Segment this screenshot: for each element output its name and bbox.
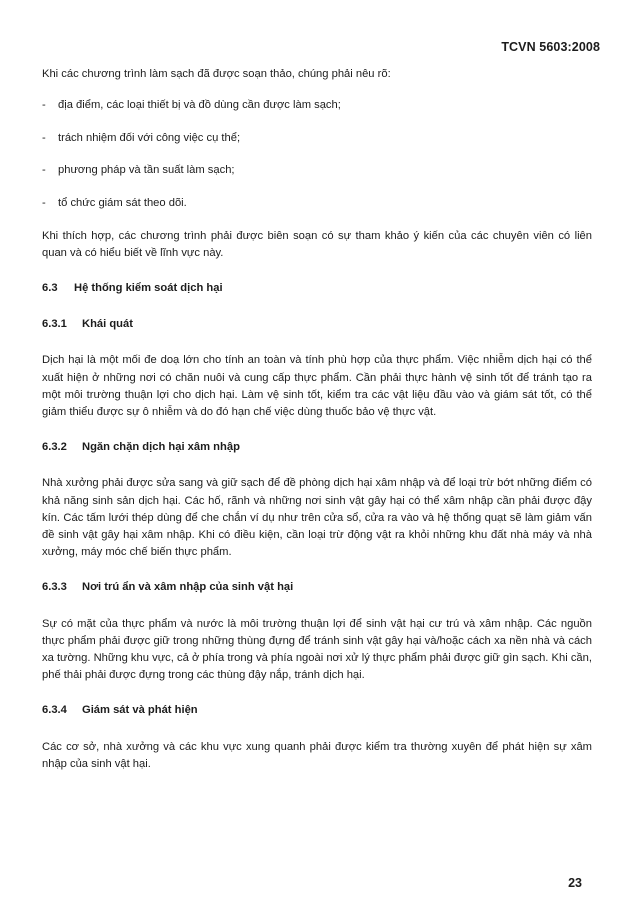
subsection-heading xyxy=(42,439,592,456)
subsection-body: Các cơ sở, nhà xưởng và các khu vực xung quanh phải được kiểm tra thường xuyên để phát hiện sự xâm nhập của sinh vật hại. xyxy=(42,740,592,770)
consultation-paragraph: Khi thích hợp, các chương trình phải được biên soạn có sự tham khảo ý kiến của các chuyên viên có liên quan và có hiểu biết về lĩnh vực này. xyxy=(42,229,592,259)
list-dash: - xyxy=(42,196,46,209)
list-item xyxy=(42,195,592,212)
subsection-title: Giám sát và phát hiện xyxy=(82,704,198,717)
list-item xyxy=(42,130,592,147)
subsection-heading xyxy=(42,316,592,333)
list-dash: - xyxy=(42,164,46,177)
subsection-number: 6.3.2 xyxy=(42,441,67,454)
list-item-text: trách nhiệm đối với công việc cụ thể; xyxy=(58,131,241,144)
document-standard-code: TCVN 5603:2008 xyxy=(501,40,600,54)
subsection-title: Nơi trú ẩn và xâm nhập của sinh vật hại xyxy=(82,581,294,594)
subsection-title: Ngăn chặn dịch hại xâm nhập xyxy=(82,441,240,454)
list-item xyxy=(42,97,592,114)
list-item xyxy=(42,162,592,179)
list-dash: - xyxy=(42,99,46,112)
page-number: 23 xyxy=(568,876,582,890)
section-heading xyxy=(42,280,592,297)
subsection-body: Sự có mặt của thực phẩm và nước là môi trường thuận lợi để sinh vật hại cư trú và xâm nhập. Các nguồn thực phẩm phải được giữ trong những thùng đựng để tránh sinh vật gây hại và/hoặc cách xa nền nhà và cách xa tường. Những khu vực, cả ở phía trong và phía ngoài nơi xử lý thực phẩm phải được giữ gìn sạch. Khi cần, phế thải phải được đựng trong các thùng đậy nắp, tránh dịch hại. xyxy=(42,617,592,682)
subsection-heading xyxy=(42,579,592,596)
list-item-text: địa điểm, các loại thiết bị và đồ dùng cần được làm sạch; xyxy=(58,99,341,112)
list-item-text: phương pháp và tần suất làm sạch; xyxy=(58,164,235,177)
list-item-text: tổ chức giám sát theo dõi. xyxy=(58,196,187,209)
subsection-number: 6.3.4 xyxy=(42,704,67,717)
section-title: Hệ thống kiểm soát dịch hại xyxy=(74,281,223,294)
subsection-number: 6.3.1 xyxy=(42,318,67,331)
subsection-body: Dịch hại là một mối đe doạ lớn cho tính an toàn và tính phù hợp của thực phẩm. Việc nhiễm dịch hại có thể xuất hiện ở những nơi có chăn nuôi và cung cấp thực phẩm. Cần phải thực hành vệ sinh tốt để tránh tạo ra một môi trường thuận lợi cho dịch hại. Làm vệ sinh tốt, kiểm tra các vật liệu đầu vào và giám sát tốt, có thể giảm thiểu được sự ô nhiễm và do đó hạn chế việc dùng thuốc bảo vệ thực vật. xyxy=(42,354,592,418)
subsection-heading xyxy=(42,702,592,719)
subsection-number: 6.3.3 xyxy=(42,581,67,594)
intro-paragraph: Khi các chương trình làm sạch đã được soạn thảo, chúng phải nêu rõ: xyxy=(42,68,391,80)
subsection-body: Nhà xưởng phải được sửa sang và giữ sạch để đề phòng dịch hại xâm nhập và để loại trừ bớt những điểm có khả năng sinh sản dịch hại. Các hố, rãnh và những nơi sinh vật gây hại có thể xâm nhập cần phải được đậy kín. Các tấm lưới thép dùng để che chắn ví dụ như trên cửa sổ, cửa ra vào và hệ thống quạt sẽ làm giảm vấn đề sinh vật gây hại xâm nhập. Khi có điều kiện, cần loại trừ động vật ra khỏi những khu đất nhà máy và nhà xưởng, máy móc chế biến thực phẩm. xyxy=(42,477,592,559)
page-body xyxy=(42,66,592,773)
list-dash: - xyxy=(42,131,46,144)
subsection-title: Khái quát xyxy=(82,318,133,331)
section-number: 6.3 xyxy=(42,281,58,294)
requirements-list xyxy=(42,97,592,212)
